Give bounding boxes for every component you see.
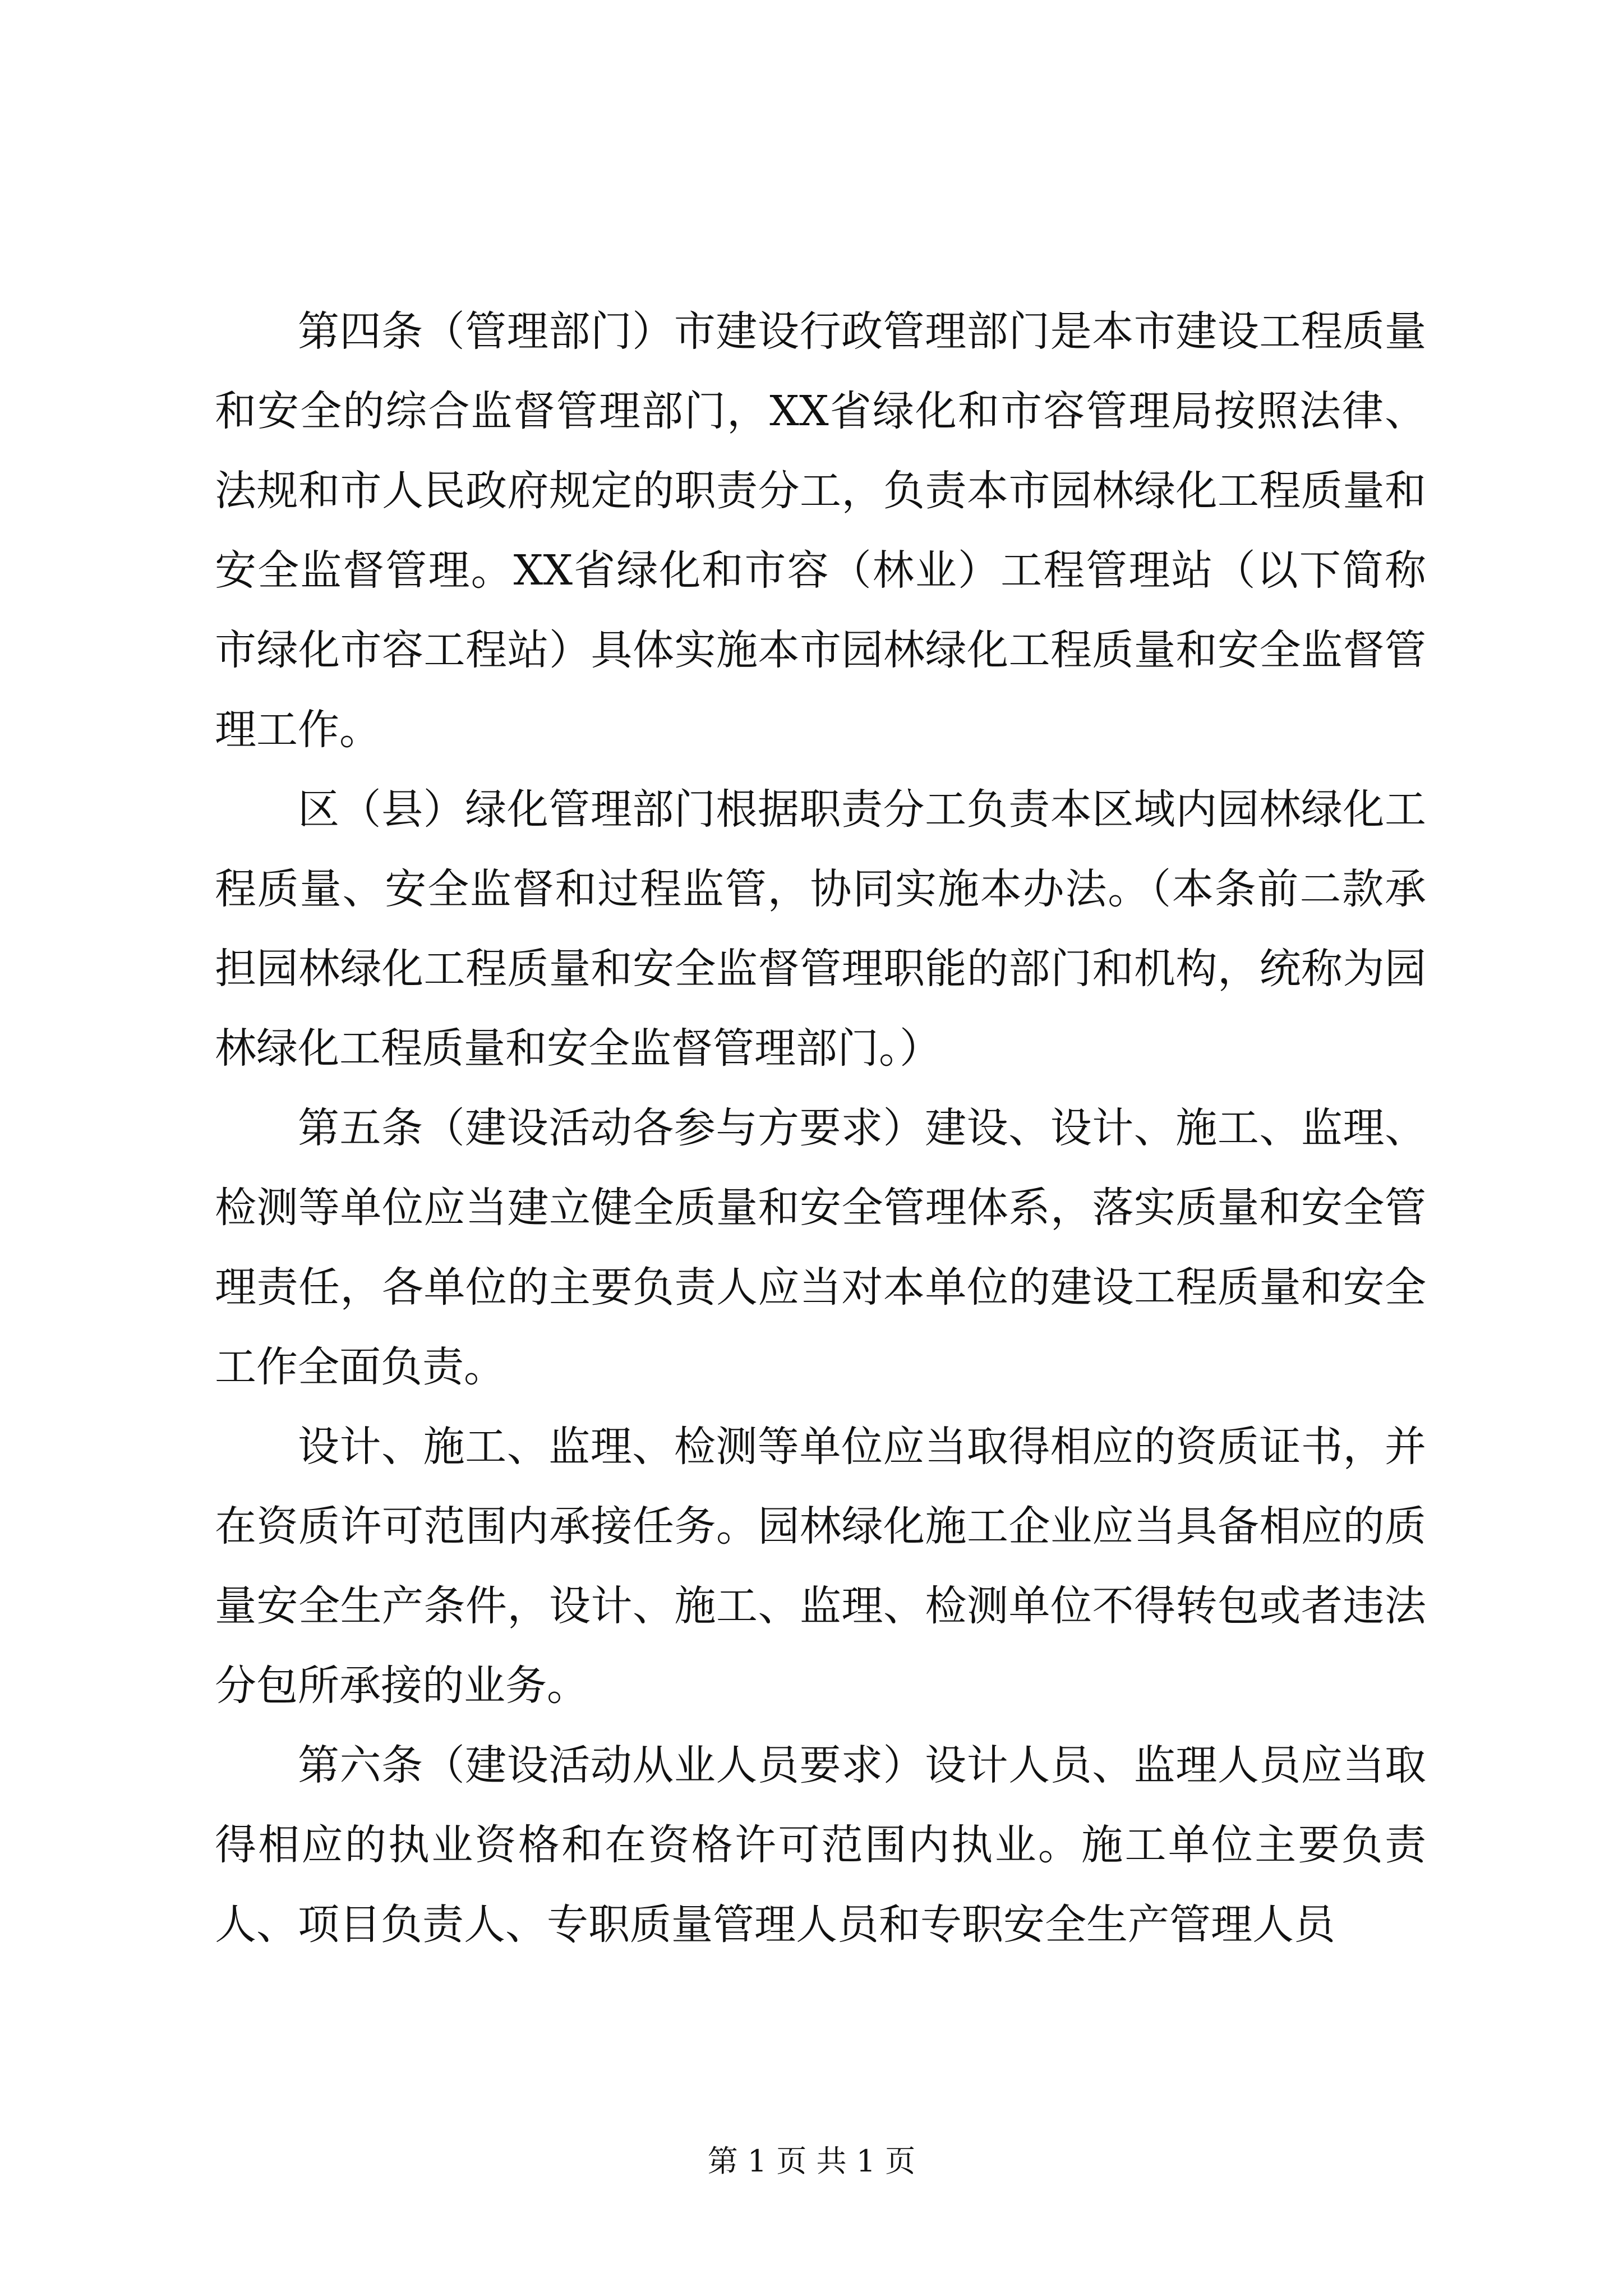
paragraph-article-6: 第六条（建设活动从业人员要求）设计人员、监理人员应当取得相应的执业资格和在资格许可范围内执业。施工单位主要负责人、项目负责人、专职质量管理人员和专职安全生产管理人员: [215, 1741, 1426, 1949]
page-footer: 第 1 页 共 1 页: [707, 2143, 916, 2179]
paragraph-article-4: 第四条（管理部门）市建设行政管理部门是本市建设工程质量和安全的综合监督管理部门，XX省绿化和市容管理局按照法律、法规和市人民政府规定的职责分工，负责本市园林绿化工程质量和安全监督管理。XX省绿化和市容（林业）工程管理站（以下简称市绿化市容工程站）具体实施本市园林绿化工程质量和安全监督管理工作。: [215, 307, 1426, 754]
paragraph-qualification: 设计、施工、监理、检测等单位应当取得相应的资质证书，并在资质许可范围内承接任务。园林绿化施工企业应当具备相应的质量安全生产条件，设计、施工、监理、检测单位不得转包或者违法分包所承接的业务。: [215, 1423, 1426, 1710]
paragraph-district-dept: 区（县）绿化管理部门根据职责分工负责本区域内园林绿化工程质量、安全监督和过程监管，协同实施本办法。（本条前二款承担园林绿化工程质量和安全监督管理职能的部门和机构，统称为园林绿化工程质量和安全监督管理部门。）: [215, 785, 1426, 1073]
document-body: [215, 292, 1426, 1964]
paragraph-article-5: 第五条（建设活动各参与方要求）建设、设计、施工、监理、检测等单位应当建立健全质量和安全管理体系，落实质量和安全管理责任，各单位的主要负责人应当对本单位的建设工程质量和安全工作全面负责。: [215, 1104, 1426, 1391]
